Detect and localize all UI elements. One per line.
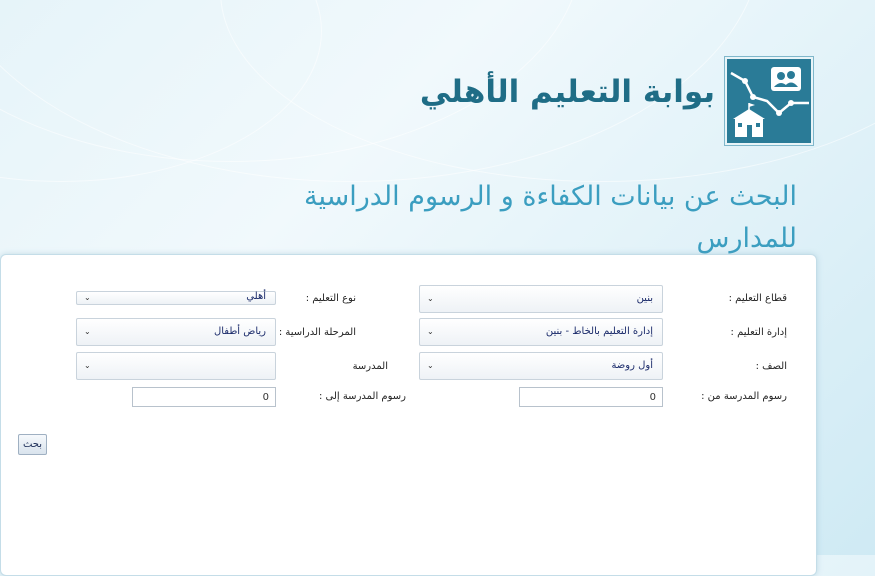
grade-select[interactable]	[419, 352, 663, 380]
school-label: المدرسة	[352, 361, 388, 372]
chevron-down-icon: ⌄	[84, 361, 91, 370]
education-type-label: نوع التعليم :	[305, 293, 356, 304]
fees-from-label: رسوم المدرسة من :	[701, 391, 787, 402]
stage-select[interactable]	[76, 318, 276, 346]
chevron-down-icon: ⌄	[427, 361, 434, 370]
administration-label: إدارة التعليم :	[730, 327, 787, 338]
education-type-select[interactable]	[76, 291, 276, 305]
portal-name: بوابة التعليم الأهلي	[419, 74, 715, 110]
portal-logo[interactable]	[725, 57, 813, 145]
chevron-down-icon: ⌄	[427, 294, 434, 303]
administration-select[interactable]	[419, 318, 663, 346]
school-select[interactable]	[76, 352, 276, 380]
grade-value: أول روضة	[611, 360, 653, 371]
chevron-down-icon: ⌄	[427, 327, 434, 336]
sector-value: بنين	[636, 293, 653, 304]
school-graph-users-icon	[727, 59, 811, 143]
education-type-value: أهلي	[246, 291, 266, 302]
chevron-down-icon: ⌄	[84, 327, 91, 336]
fees-to-input[interactable]	[132, 387, 276, 407]
administration-value: إدارة التعليم بالخاط - بنين	[545, 326, 653, 337]
sector-select[interactable]	[419, 285, 663, 313]
chevron-down-icon: ⌄	[84, 293, 91, 302]
fees-to-label: رسوم المدرسة إلى :	[318, 391, 406, 402]
page-title: البحث عن بيانات الكفاءة و الرسوم الدراسية للمدارس	[303, 181, 797, 254]
stage-value: رياض أطفال	[213, 326, 266, 337]
fees-from-input[interactable]	[519, 387, 663, 407]
sector-label: قطاع التعليم :	[728, 293, 787, 304]
stage-label: المرحلة الدراسية :	[278, 327, 356, 338]
grade-label: الصف :	[755, 361, 787, 372]
search-button[interactable]: بحث	[18, 434, 47, 455]
